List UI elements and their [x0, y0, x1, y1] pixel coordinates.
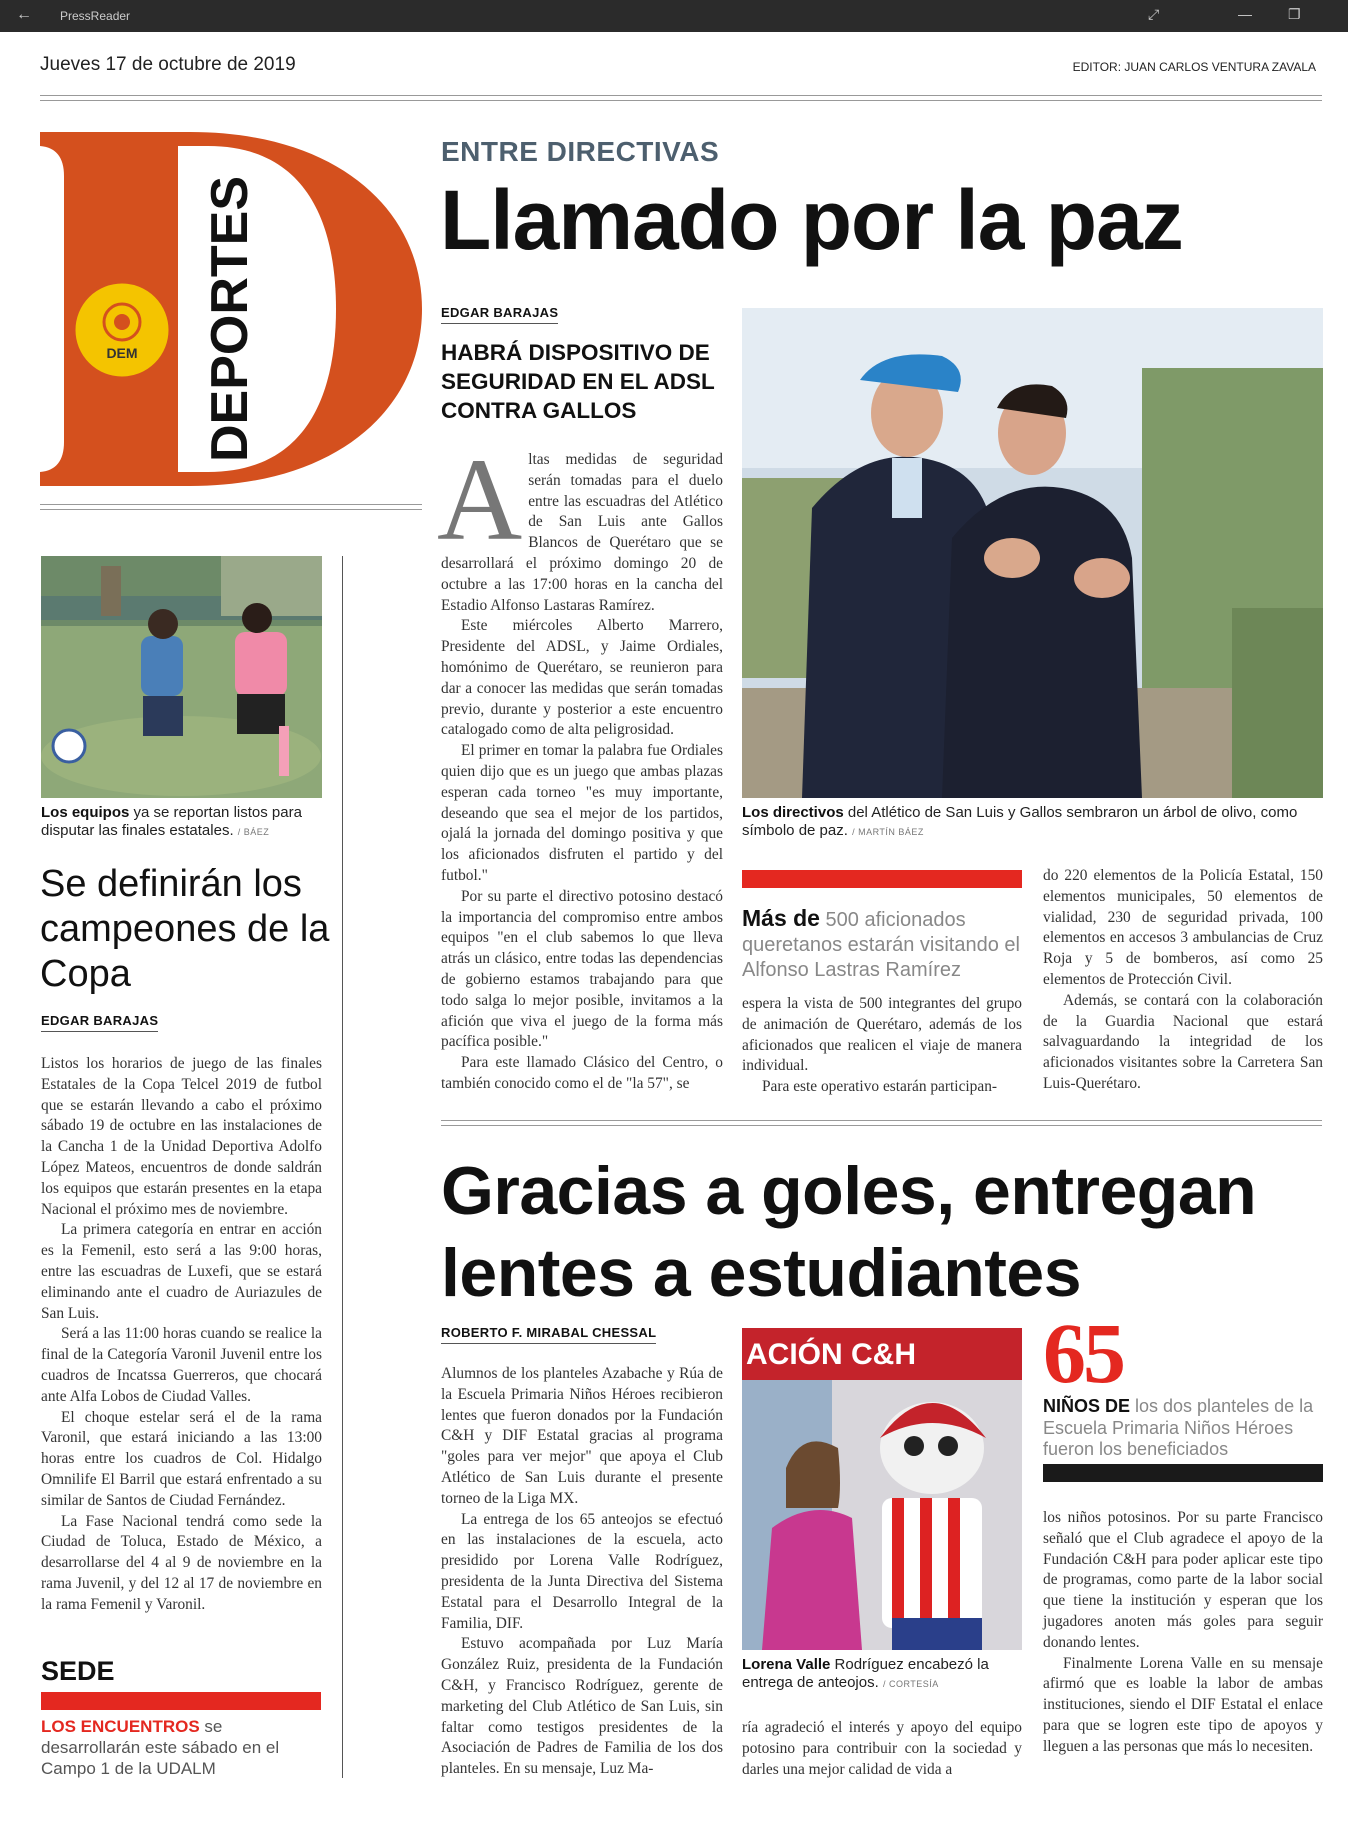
second-col1: [441, 1364, 723, 1780]
restore-icon[interactable]: ❐: [1288, 6, 1301, 22]
paragraph: La Fase Nacional tendrá como sede la Ciudad de Toluca, Estado de México, a desarrollarse del 4 al 9 de noviembre en la rama Juvenil, y del 12 al 17 de noviembre en la rama Femenil y Varonil.: [41, 1512, 322, 1613]
left-headline: Se definirán los campeones de la Copa: [40, 863, 330, 995]
main-headline: Llamado por la paz: [440, 173, 1183, 267]
app-title: PressReader: [60, 9, 131, 23]
second-photo-caption: Lorena Valle Rodríguez encabezó la entrega de anteojos. / CORTESÍA: [742, 1656, 989, 1691]
pull-red-bar: [742, 870, 1022, 888]
second-col2: [742, 1718, 1022, 1780]
big-number: 65: [1043, 1305, 1123, 1401]
second-byline-wrap: [441, 1324, 656, 1344]
paragraph: Listos los horarios de juego de las finales Estatales de la Copa Telcel 2019 de futbol que se estarán llevando a cabo el próximo sábado 19 de octubre en las instalaciones de la Cancha 1 de la Unidad Deportiva Adolfo López Mateos, encuentros de donde saldrán los equipos que estarán presentes en la etapa Nacional el próximo mes de noviembre.: [41, 1055, 322, 1218]
back-arrow-icon[interactable]: ←: [16, 6, 32, 23]
second-byline: ROBERTO F. MIRABAL CHESSAL: [441, 1325, 656, 1344]
paragraph: Alumnos de los planteles Azabache y Rúa de la Escuela Primaria Niños Héroes recibieron lentes que fueron donados por la Fundación C&H y DIF Estatal gracias al programa "goles para ver mejor" que apoya el Club Atlético de San Luis durante el presente torneo de la Liga MX.: [441, 1365, 723, 1507]
minimize-icon[interactable]: —: [1238, 6, 1252, 22]
left-article-body: [41, 1054, 322, 1616]
paragraph: Para este llamado Clásico del Centro, o también conocido como el de "la 57", se: [441, 1054, 723, 1092]
window-titlebar: [0, 0, 1348, 32]
logo-rule: [40, 504, 422, 510]
paragraph: La primera categoría en entrar en acción es la Femenil, esto será a las 9:00 horas, entre las escuadras de Luxefi, que se estará eliminando ante el cuadro de Auriazules de San Luis.: [41, 1221, 322, 1322]
directivos-photo: [742, 308, 1323, 798]
paragraph: los niños potosinos. Por su parte Francisco señaló que el Club agradece el apoyo de la Fundación C&H para poder aplicar este tipo de programas, como parte de la labor social que tiene la institución y esperan que los jugadores anoten más goles para seguir donando lentes.: [1043, 1509, 1323, 1651]
paragraph: Por su parte el directivo potosino destacó la importancia del compromiso entre ambos equipos "en el club sabemos lo que lleva atrás un clásico, entre todas las dependencias de gobierno estamos trabajando para que todo salga lo mejor posible, invitamos a la afición que viva el juego de la forma más pacífica posible.": [441, 887, 723, 1051]
paragraph: El choque estelar será el de la rama Varonil, que estará iniciando a las 13:00 horas entre los cuadros de Col. Hidalgo Omnilife El Barril que estará enfrentado a su similar de Santos de Ciudad Fernández.: [41, 1408, 322, 1509]
mascot-photo: [742, 1328, 1022, 1650]
paragraph: ría agradeció el interés y apoyo del equipo potosino para contribuir con la sociedad y darles una mejor calidad de vida a: [742, 1719, 1022, 1778]
main-col1: Altas medidas de seguridad serán tomadas para el duelo entre las escuadras del Atlético de San Luis ante Gallos Blancos de Querétaro que se desarrollará el próximo domingo 20 de octubre a las 17:00 horas en la cancha del Estadio Alfonso Lastaras Ramírez. Este miércoles Alberto Marrero, Presidente del ADSL, y Jaime Ordiales, homónimo de Querétaro, se reunieron para dar a conocer las medidas que serán tomadas previo, durante y posterior a este encuentro catalogado como de alta peligrosidad. El primer en tomar la palabra fue Ordiales quien dijo que es un juego que ambas plazas esperan cada torneo "es muy importante, deseando que sea el mejor de los partidos, ojalá la jornada del domingo positiva y que los aficionados disfruten el partido y del futbol." Por su parte el directivo potosino destacó la importancia del compromiso entre ambos equipos "en el club sabemos lo que lleva atrás un clásico, entre todas las dependencias de gobierno estamos trabajando para que todo salga lo mejor posible, invitamos a la afición que viva el juego de la forma más pacífica posible." Para este llamado Clásico del Centro, o también conocido como el de "la 57", se: [441, 450, 723, 1095]
paragraph: El primer en tomar la palabra fue Ordiales quien dijo que es un juego que ambas plazas esperan cada torneo "es muy importante, deseando que sea el mejor de los partidos, ojalá la jornada del domingo positiva y que los aficionados disfruten el partido y del futbol.": [441, 742, 723, 884]
main-kicker: ENTRE DIRECTIVAS: [441, 136, 720, 167]
svg-text:ACIÓN C&H: ACIÓN C&H: [746, 1338, 916, 1371]
page-date: Jueves 17 de octubre de 2019: [40, 54, 296, 75]
main-photo-caption: Los directivos del Atlético de San Luis y Gallos sembraron un árbol de olivo, como símbolo de paz. / MARTÍN BÁEZ: [742, 804, 1298, 839]
pull-black-bar: [1043, 1464, 1323, 1482]
paragraph: Para este operativo estarán participan-: [762, 1078, 998, 1096]
paragraph: Además, se contará con la colaboración de la Guardia Nacional que estará salvaguardando la integridad de los aficionados visitantes sobre la Carretera San Luis-Querétaro.: [1043, 991, 1323, 1092]
paragraph: do 220 elementos de la Policía Estatal, 150 elementos municipales, 50 elementos de vialidad, 230 de seguridad privada, 100 elementos en accesos 3 ambulancias de Cruz Roja y 5 de bomberos, así como 25 elementos de Protección Civil.: [1043, 867, 1323, 988]
dropcap: A: [437, 434, 523, 565]
second-col3: [1043, 1508, 1323, 1758]
soccer-photo: [41, 556, 322, 798]
main-col3: [1043, 866, 1323, 1095]
sede-title: SEDE: [41, 1656, 115, 1686]
paragraph: Este miércoles Alberto Marrero, Presidente del ADSL, y Jaime Ordiales, homónimo de Querétaro, se reunieron para dar a conocer las medidas que serán tomadas previo, durante y posterior a este encuentro catalogado como de alta peligrosidad.: [441, 617, 723, 739]
paragraph: Será a las 11:00 horas cuando se realice la final de la Categoría Varonil Juvenil entre los cuadros de Incatssa Guerreros, que chocará ante Alfa Lobos de Ciudad Valles.: [41, 1325, 322, 1405]
left-photo-caption: Los equipos ya se reportan listos para disputar las finales estatales. / BÁEZ: [41, 804, 302, 839]
paragraph: espera la vista de 500 integrantes del grupo de animación de Querétaro, además de los aficionados que realicen el viaje de manera individual.: [742, 995, 1022, 1075]
svg-text:DEM: DEM: [106, 345, 138, 361]
left-column-rule: [342, 556, 343, 1778]
left-byline: EDGAR BARAJAS: [41, 1013, 158, 1032]
header-rule: [40, 95, 1322, 101]
deportes-logo: [40, 132, 422, 486]
main-pull-quote: Más de 500 aficionados queretanos estarán visitando el Alfonso Lastras Ramírez: [742, 905, 1020, 981]
sede-red-bar: [41, 1692, 321, 1710]
section-rule: [441, 1120, 1322, 1126]
paragraph: Finalmente Lorena Valle en su mensaje afirmó que es loable la labor de ambas instituciones, siendo el DIF Estatal el enlace para que se logren este tipo de apoyos y lleguen a las personas que más lo necesiten.: [1043, 1654, 1323, 1755]
main-byline: EDGAR BARAJAS: [441, 305, 558, 324]
sede-text: LOS ENCUENTROS se desarrollarán este sábado en el Campo 1 de la UDALM: [41, 1717, 280, 1778]
page-editor: EDITOR: JUAN CARLOS VENTURA ZAVALA: [1072, 60, 1316, 74]
paragraph: Estuvo acompañada por Luz María González Ruiz, presidenta de la Fundación C&H, y Francisco Rodríguez, gerente de marketing del Club Atlético de San Luis, sin faltar como testigos presidentes de la Asociación de Padres de Familia de los dos planteles. En su mensaje, Luz Ma-: [441, 1635, 723, 1778]
fullscreen-icon[interactable]: ⤢: [1148, 6, 1160, 22]
main-col2: [742, 994, 1022, 1098]
left-byline-wrap: [41, 1012, 158, 1032]
second-pull-quote: NIÑOS DE los dos planteles de la Escuela Primaria Niños Héroes fueron los beneficiados: [1043, 1396, 1314, 1459]
section-name: DEPORTES: [201, 175, 259, 462]
main-subhead: HABRÁ DISPOSITIVO DE SEGURIDAD EN EL ADSL CONTRA GALLOS: [441, 340, 715, 423]
main-byline-wrap: [441, 304, 558, 324]
paragraph: La entrega de los 65 anteojos se efectuó en las instalaciones de la escuela, acto presidido por Lorena Valle Rodríguez, presidenta de la Junta Directiva del Sistema Estatal para el Desarrollo Integral de la Familia, DIF.: [441, 1510, 723, 1632]
second-headline: Gracias a goles, entregan lentes a estudiantes: [441, 1153, 1257, 1311]
